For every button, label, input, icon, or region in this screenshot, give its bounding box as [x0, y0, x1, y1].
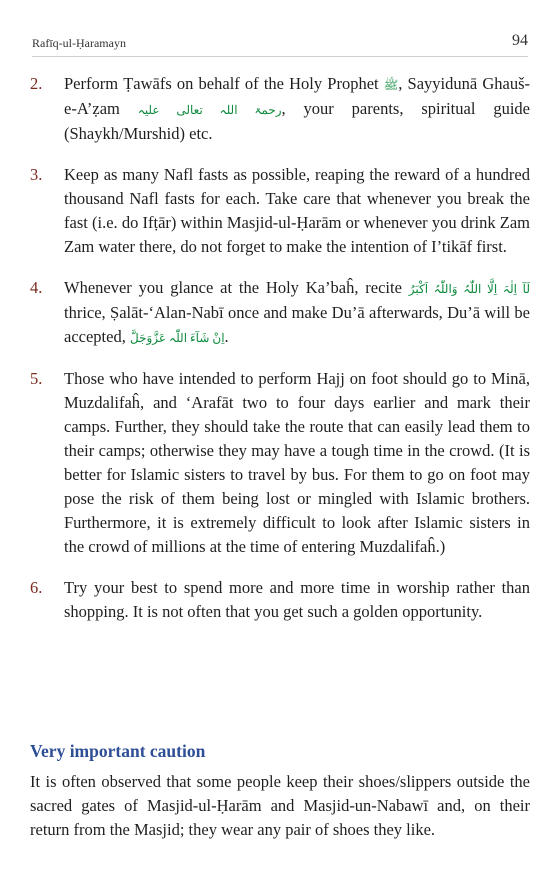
arabic-insha-allah: اِنْ شَآءَ اللّٰہ عَزَّوَجَلَّ [129, 331, 225, 345]
item-number: 5. [30, 369, 43, 388]
text-segment: , Sayyidunā Ghauš-e-A’ẓam [64, 74, 530, 118]
item-number: 2. [30, 74, 43, 93]
list-item [30, 163, 530, 259]
text-segment: . [224, 327, 229, 346]
item-text [64, 72, 530, 146]
item-text [64, 276, 530, 350]
arabic-salutation: ﷺ [383, 78, 399, 92]
section-heading: Very important caution [30, 741, 206, 761]
item-text: Keep as many Nafl fasts as possible, reaping the reward of a hundred thousand Nafl fasts for each. Take care that whenever you break the fast (i.e. do Ifṭār) within Masjid-ul-Ḥarām or whenever you drink Zam Zam water there, do not forget to make the intention of I’tikāf first. [64, 165, 530, 256]
numbered-list [30, 72, 530, 641]
list-item [30, 276, 530, 350]
list-item [30, 367, 530, 559]
section-paragraph: It is often observed that some people keep their shoes/slippers outside the sacred gates of Masjid-ul-Ḥarām and Masjid-un-Nabawī and, on their return from the Masjid; they wear any pair of shoes they like. [30, 772, 530, 839]
item-text: Try your best to spend more and more time in worship rather than shopping. It is not often that you get such a golden opportunity. [64, 578, 530, 621]
page-number: 94 [512, 32, 528, 49]
page-header [32, 32, 528, 57]
item-number: 4. [30, 278, 43, 297]
arabic-takbir: لَآ اِلٰہَ اِلَّا اللّٰہُ وَاللّٰہُ اَکْبَرُ [408, 282, 530, 296]
text-segment: , your parents, spiritual guide (Shaykh/Murshid) etc. [64, 99, 530, 143]
item-text: Those who have intended to perform Hajj on foot should go to Minā, Muzdalifaĥ, and ‘Arafāt two to four days earlier and mark their camps. Further, they should take the route that can easily lead them to their camps; otherwise they may have a tough time in the crowd. (It is better for Islamic sisters to travel by bus. For them to go on foot may pose the risk of them being lost or mingled with Islamic brothers. Furthermore, it is extremely difficult to look after Islamic sisters in the crowd of millions at the time of entering Muzdalifaĥ.) [64, 369, 530, 556]
arabic-honorific: رحمۃ اللہ تعالی علیہ [137, 103, 282, 117]
list-item [30, 72, 530, 146]
text-segment: Whenever you glance at the Holy Ka’baĥ, recite [64, 278, 409, 297]
item-number: 6. [30, 578, 43, 597]
text-segment: Perform Ṭawāfs on behalf of the Holy Prophet [64, 74, 384, 93]
text-segment: thrice, Ṣalāt-‘Alan-Nabī once and make Du’ā afterwards, Du’ā will be accepted, [64, 303, 530, 346]
item-number: 3. [30, 165, 43, 184]
running-title: Rafīq-ul-Ḥaramayn [32, 36, 126, 50]
list-item [30, 576, 530, 624]
